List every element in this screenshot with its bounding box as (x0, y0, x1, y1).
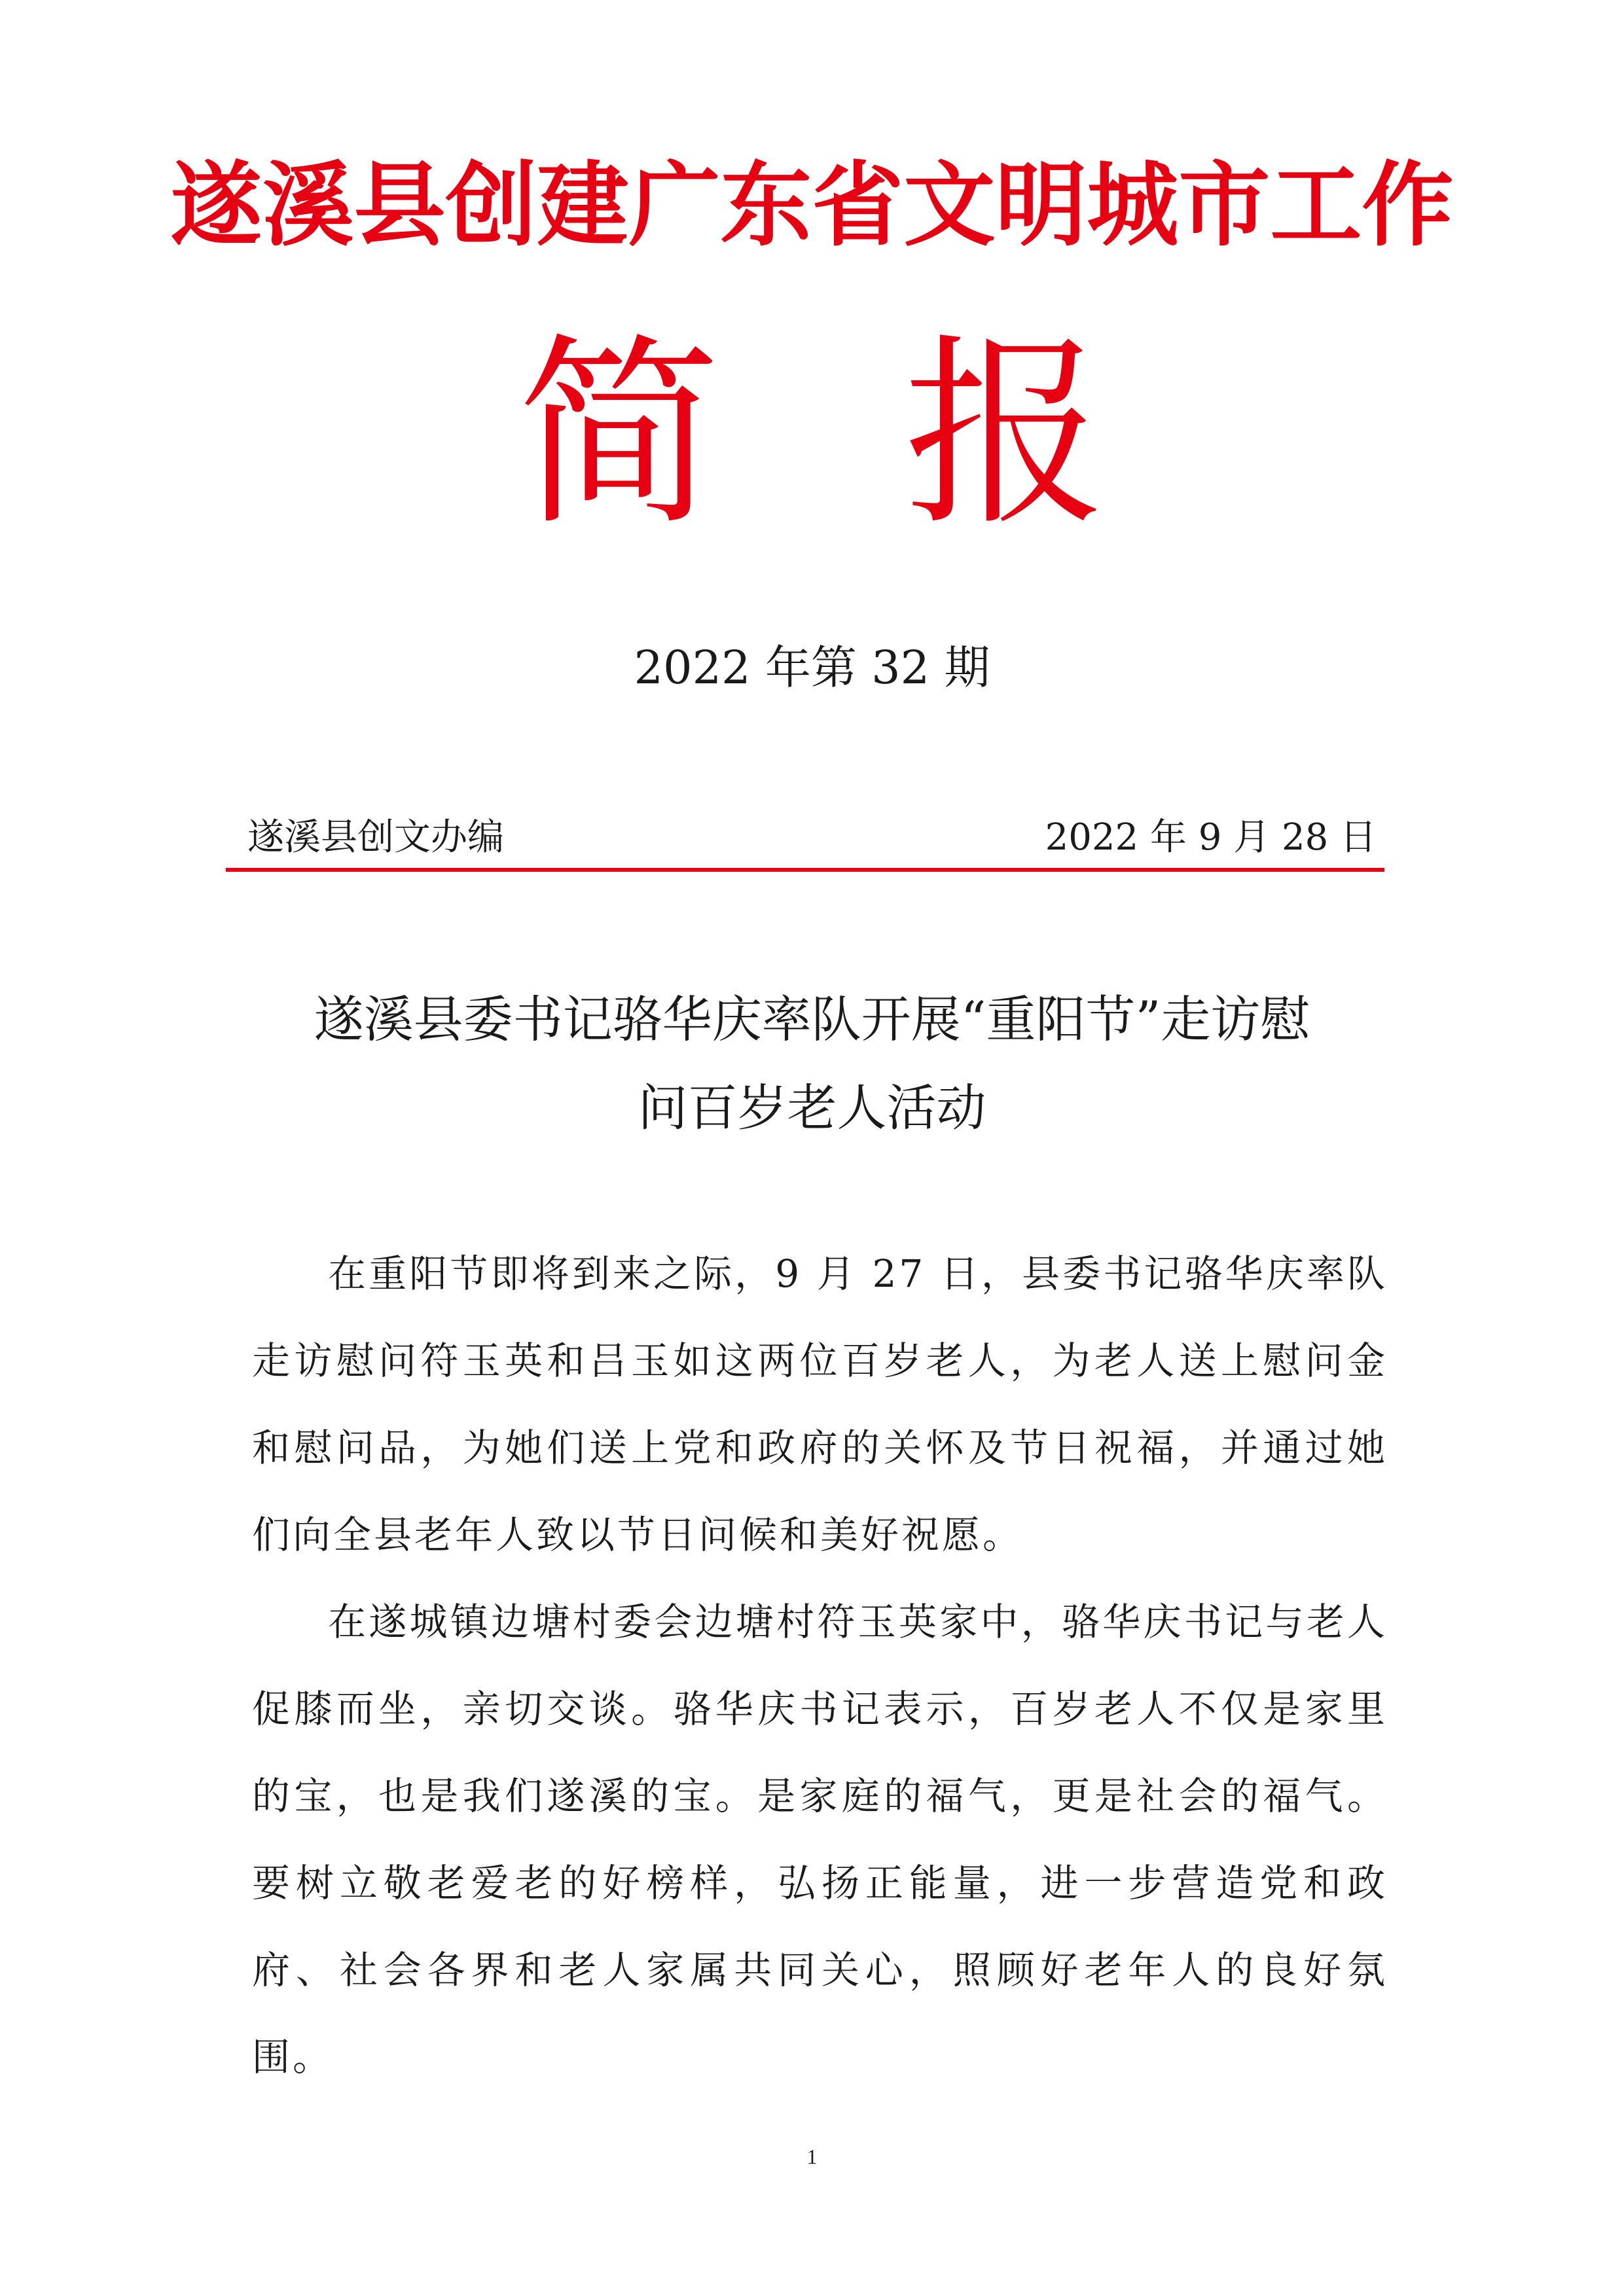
article-paragraph: 在重阳节即将到来之际，9 月 27 日，县委书记骆华庆率队走访慰问符玉英和吕玉如这两位百岁老人，为老人送上慰问金和慰问品，为她们送上党和政府的关怀及节日祝福，并通过她们向全县老年人致以节日问候和美好祝愿。 (252, 1251, 1388, 1557)
article-title-line-2: 问百岁老人活动 (638, 1079, 986, 1137)
red-divider-line (226, 868, 1384, 872)
article-title (236, 975, 1388, 1152)
masthead-title: 遂溪县创建广东省文明城市工作 (170, 152, 1454, 259)
page-number: 1 (806, 2145, 818, 2168)
article-body (252, 1230, 1388, 2101)
article-title-line-1: 遂溪县委书记骆华庆率队开展“重阳节”走访慰 (314, 990, 1310, 1049)
issue-number: 2022 年第 32 期 (634, 641, 990, 694)
editor-label: 遂溪县创文办编 (247, 816, 504, 859)
masthead-jianbao: 简报 (517, 317, 1290, 553)
publish-date: 2022 年 9 月 28 日 (1045, 816, 1377, 859)
article-paragraph: 在遂城镇边塘村委会边塘村符玉英家中，骆华庆书记与老人促膝而坐，亲切交谈。骆华庆书记表示，百岁老人不仅是家里的宝，也是我们遂溪的宝。是家庭的福气，更是社会的福气。要树立敬老爱老的好榜样，弘扬正能量，进一步营造党和政府、社会各界和老人家属共同关心，照顾好老年人的良好氛围。 (252, 1600, 1388, 2079)
